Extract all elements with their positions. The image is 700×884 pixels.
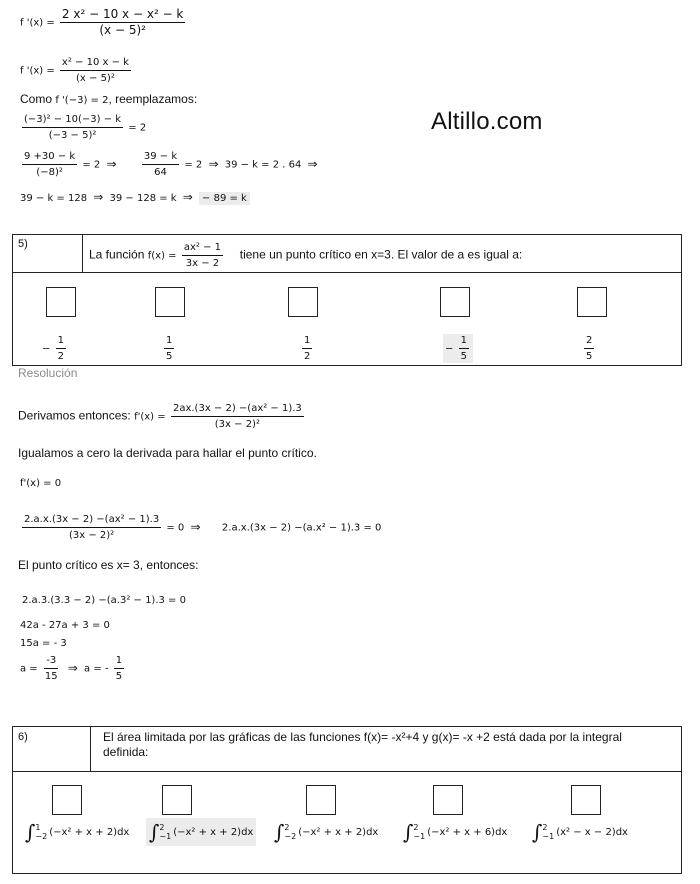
answer-checkbox-6b[interactable] [162,785,192,815]
deriv-text: Derivamos entonces: [18,408,131,423]
limits [35,823,47,841]
integrand: (x² − x − 2)dx [556,827,628,838]
deriv-lhs: f'(x) = [134,411,166,423]
statement-line-1: El área limitada por las gráficas de las funciones f(x)= -x²+4 y g(x)= -x +2 está dada por la integral [103,730,622,744]
limits [159,823,171,841]
function-fraction [182,241,223,270]
como-word: Como [20,92,53,106]
fraction [60,56,131,85]
lhs: f '(x) = [20,65,55,77]
numerator: -3 [44,654,58,669]
answer-checkbox-5d[interactable] [440,287,470,317]
upper-limit: 1 [35,823,41,832]
answer-checkbox-5e[interactable] [577,287,607,317]
derivative-line-2 [20,56,133,85]
answer-checkbox-6d[interactable] [433,785,463,815]
sign: - [104,663,109,675]
answer-option-6d [403,820,507,844]
deriv-fraction [171,402,304,431]
como-line [20,92,197,106]
limits [542,823,554,841]
sign: − [42,343,51,355]
limits [413,823,425,841]
denominator: 5 [586,351,593,362]
equation-4: 15a = - 3 [20,638,67,649]
equation-5 [20,654,126,683]
lower-limit: −2 [35,832,48,841]
denominator: (−8)² [36,167,63,178]
derivative-formula [18,402,306,431]
q5-row-divider [12,272,682,273]
derivative-line-1 [20,8,187,37]
punto-critico-text: El punto crítico es x= 3, entonces: [18,558,199,572]
lower-limit: −2 [284,832,297,841]
numerator: 1 [114,654,124,669]
question-6-number: 6) [18,731,28,743]
answer-option-5b [162,334,176,363]
lower-limit: −1 [159,832,172,841]
mid: a = [84,663,102,675]
integral-sign: ∫ [403,820,414,844]
upper-limit: 2 [284,823,290,832]
implies-arrow: ⇒ [182,190,193,204]
numerator: 1 [302,334,312,349]
integral-sign: ∫ [532,820,543,844]
answer-option-5e [582,334,596,363]
answer-option-6a [25,820,129,844]
expr-c: 39 − k = 2 . 64 [224,159,302,171]
q6-row-divider [12,771,682,772]
implies-arrow: ⇒ [190,519,201,534]
implies-arrow: ⇒ [93,190,104,204]
lhs: f '(x) = [20,17,55,29]
denominator: 15 [44,671,58,682]
equation-3: 42a - 27a + 3 = 0 [20,620,110,631]
denominator: 5 [115,671,123,682]
equation-1b: 2.a.x.(3x − 2) −(a.x² − 1).3 = 0 [221,522,382,534]
fraction [22,513,161,542]
resolution-title: Resolución [18,366,78,380]
fraction-a [22,150,77,179]
rhs: = 0 [166,522,185,534]
lhs: a = [20,663,38,675]
result-line [20,190,250,204]
function-lhs: f(x) = [147,250,177,262]
fraction [43,654,60,683]
denominator: (x − 5)² [99,23,146,37]
denominator: 5 [460,351,467,362]
answer-option-5c [300,334,314,363]
rhs: = 2 [128,122,147,134]
lower-limit: −1 [542,832,555,841]
numerator: x² − 10 x − k [60,56,131,71]
q5-col-divider [82,234,83,272]
integral-sign: ∫ [274,820,285,844]
answer-checkbox-5c[interactable] [288,287,318,317]
expr-a: 39 − k = 128 [20,193,88,204]
q6-col-divider [90,726,91,771]
fraction [164,334,174,363]
question-6-statement [103,730,622,760]
denominator: (−3 − 5)² [48,130,97,141]
denominator: (x − 5)² [76,73,115,84]
answer-option-6b [146,818,256,846]
simplification-line [20,150,321,179]
implies-arrow: ⇒ [208,156,219,171]
derivative-zero: f'(x) = 0 [20,478,62,489]
implies-arrow: ⇒ [67,660,78,675]
denominator: 2 [304,351,311,362]
denominator: 2 [57,351,64,362]
fraction-b [142,150,179,179]
fraction [60,8,185,37]
upper-limit: 2 [159,823,165,832]
answer-checkbox-6c[interactable] [306,785,336,815]
numerator: 9 +30 − k [22,150,77,165]
denominator: 64 [154,167,167,178]
como-tail: , reemplazamos: [108,92,198,106]
numerator: 2ax.(3x − 2) −(ax² − 1).3 [171,402,304,417]
fraction-result [114,654,124,683]
denominator: 5 [166,351,173,362]
answer-checkbox-5b[interactable] [155,287,185,317]
answer-checkbox-6e[interactable] [571,785,601,815]
numerator: 2 x² − 10 x − x² − k [61,7,184,21]
integral-sign: ∫ [25,820,36,844]
numerator: 2.a.x.(3x − 2) −(ax² − 1).3 [22,513,161,528]
equation-1 [20,513,381,542]
integrand: (−x² + x + 2)dx [173,827,254,838]
limits [284,823,296,841]
statement-post: tiene un punto crítico en x=3. El valor de a es igual a: [239,247,523,262]
fraction [22,113,123,142]
upper-limit: 2 [542,823,548,832]
statement-pre: La función [89,247,145,262]
como-expression: f '(−3) = 2 [55,95,109,106]
integrand: (−x² + x + 2)dx [298,827,379,838]
numerator: ax² − 1 [182,241,223,256]
implies-arrow: ⇒ [106,156,117,171]
rhs-a: = 2 [82,159,101,171]
upper-limit: 2 [413,823,419,832]
answer-checkbox-5a[interactable] [46,287,76,317]
numerator: (−3)² − 10(−3) − k [22,113,123,128]
sign: − [445,343,454,355]
fraction [459,334,469,363]
fraction [56,334,66,363]
question-5-statement [89,241,522,270]
numerator: 2 [584,334,594,349]
statement-line-2: definida: [103,745,149,759]
highlighted-result: − 89 = k [199,192,250,205]
answer-checkbox-6a[interactable] [52,785,82,815]
integrand: (−x² + x + 6)dx [427,827,508,838]
denominator: (3x − 2)² [68,530,115,541]
denominator: (3x − 2)² [214,419,260,430]
numerator: 1 [56,334,66,349]
equation-2: 2.a.3.(3.3 − 2) −(a.3² − 1).3 = 0 [22,595,186,606]
integral-sign: ∫ [149,820,160,844]
answer-option-6c [274,820,378,844]
fraction [302,334,312,363]
answer-option-6e [532,820,628,844]
watermark-logo: Altillo.com [431,108,543,135]
numerator: 39 − k [142,150,179,165]
question-5-number: 5) [18,238,28,250]
rhs-b: = 2 [184,159,203,171]
numerator: 1 [459,334,469,349]
substitution-line [20,113,146,142]
denominator: 3x − 2 [185,258,220,269]
integrand: (−x² + x + 2)dx [49,827,130,838]
answer-option-5a [42,334,68,363]
answer-option-5d [443,334,473,363]
igualamos-text: Igualamos a cero la derivada para hallar el punto crítico. [18,446,317,460]
implies-arrow: ⇒ [307,156,318,171]
expr-b: 39 − 128 = k [109,193,177,204]
numerator: 1 [164,334,174,349]
fraction [584,334,594,363]
lower-limit: −1 [413,832,426,841]
